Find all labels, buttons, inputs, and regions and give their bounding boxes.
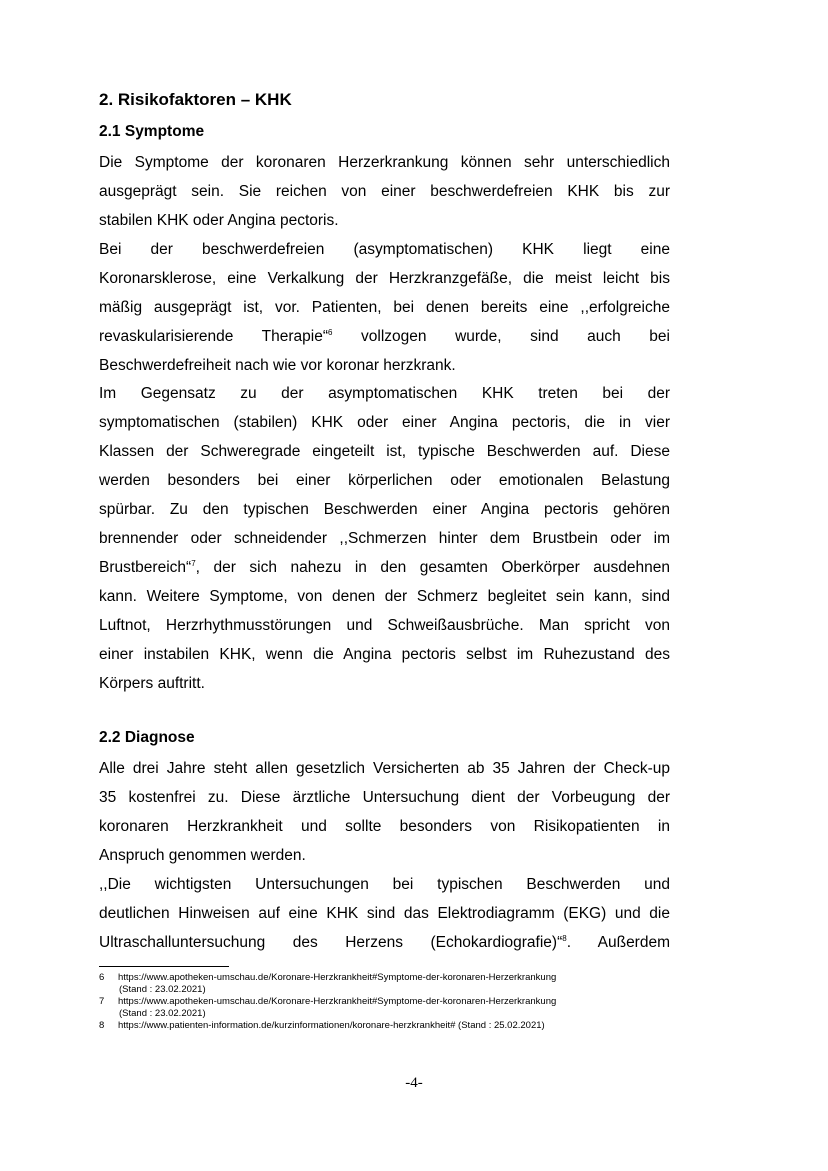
text-line: mäßig ausgeprägt ist, vor. Patienten, bei denen bereits eine ,,erfolgreiche <box>99 299 670 316</box>
paragraph-symptome-intro <box>99 148 670 235</box>
text-line: 35 kostenfrei zu. Diese ärztliche Untersuchung dient der Vorbeugung der <box>99 789 670 806</box>
text-line: koronaren Herzkrankheit und sollte besonders von Risikopatienten in <box>99 818 670 835</box>
section-heading-symptome: 2.1 Symptome <box>99 123 205 140</box>
text-line <box>99 553 670 582</box>
text-fragment: . Außerdem <box>566 934 670 951</box>
paragraph-beschwerdefrei <box>99 235 670 380</box>
text-fragment: vollzogen wurde, sind auch bei <box>332 328 670 345</box>
text-line: Bei der beschwerdefreien (asymptomatischen) KHK liegt eine <box>99 241 670 258</box>
section-heading-diagnose: 2.2 Diagnose <box>99 729 195 746</box>
footnote-date: (Stand : 23.02.2021) <box>119 1008 206 1019</box>
footnotes <box>99 972 670 1032</box>
footnote-number: 8 <box>99 1020 105 1031</box>
text-fragment: , der sich nahezu in den gesamten Oberkörper ausdehnen <box>195 559 670 576</box>
footnote-url: https://www.apotheken-umschau.de/Koronare-Herzkrankheit#Symptome-der-koronaren-Herzerkrankung <box>118 996 557 1007</box>
footnote-separator <box>99 966 229 967</box>
text-line: Koronarsklerose, eine Verkalkung der Herzkranzgefäße, die meist leicht bis <box>99 270 670 287</box>
text-line: deutlichen Hinweisen auf eine KHK sind das Elektrodiagramm (EKG) und die <box>99 905 670 922</box>
text-line: ,,Die wichtigsten Untersuchungen bei typischen Beschwerden und <box>99 876 670 893</box>
footnote-date: (Stand : 23.02.2021) <box>119 984 206 995</box>
text-line: ausgeprägt sein. Sie reichen von einer beschwerdefreien KHK bis zur <box>99 183 670 200</box>
text-fragment: Ultraschalluntersuchung des Herzens (Echokardiografie)“ <box>99 934 563 951</box>
text-line: stabilen KHK oder Angina pectoris. <box>99 212 339 229</box>
footnote-item <box>99 972 670 996</box>
paragraph-check-up <box>99 754 670 870</box>
page-number: -4- <box>405 1075 423 1091</box>
footnote-url: https://www.patienten-information.de/kurzinformationen/koronare-herzkrankheit# (Stand : 25.02.2021) <box>118 1020 545 1031</box>
footnote-ref-8: 8 <box>562 934 567 943</box>
text-line: einer instabilen KHK, wenn die Angina pectoris selbst im Ruhezustand des <box>99 646 670 663</box>
text-fragment: revaskularisierende Therapie“ <box>99 328 329 345</box>
text-line: Die Symptome der koronaren Herzerkrankung können sehr unterschiedlich <box>99 154 670 171</box>
text-line <box>99 322 670 351</box>
text-line: brennender oder schneidender ,,Schmerzen hinter dem Brustbein oder im <box>99 530 670 547</box>
footnote-item <box>99 996 670 1020</box>
paragraph-symptomatisch <box>99 379 670 698</box>
text-line: Anspruch genommen werden. <box>99 847 306 864</box>
text-line: Luftnot, Herzrhythmusstörungen und Schweißausbrüche. Man spricht von <box>99 617 670 634</box>
footnote-ref-7: 7 <box>191 559 196 568</box>
footnote-item <box>99 1020 670 1032</box>
footnote-number: 6 <box>99 972 105 983</box>
text-line: werden besonders bei einer körperlichen oder emotionalen Belastung <box>99 472 670 489</box>
text-line: Alle drei Jahre steht allen gesetzlich Versicherten ab 35 Jahren der Check-up <box>99 760 670 777</box>
footnote-number: 7 <box>99 996 105 1007</box>
text-line: Im Gegensatz zu der asymptomatischen KHK treten bei der <box>99 385 670 402</box>
text-line: Körpers auftritt. <box>99 675 205 692</box>
text-line: symptomatischen (stabilen) KHK oder einer Angina pectoris, die in vier <box>99 414 670 431</box>
text-line <box>99 928 670 957</box>
footnote-url: https://www.apotheken-umschau.de/Koronare-Herzkrankheit#Symptome-der-koronaren-Herzerkrankung <box>118 972 557 983</box>
footnote-ref-6: 6 <box>328 328 333 337</box>
text-line: Beschwerdefreiheit nach wie vor koronar herzkrank. <box>99 357 456 374</box>
paragraph-untersuchungen <box>99 870 670 957</box>
text-fragment: Brustbereich“ <box>99 559 192 576</box>
text-line: Klassen der Schweregrade eingeteilt ist, typische Beschwerden auf. Diese <box>99 443 670 460</box>
text-line: kann. Weitere Symptome, von denen der Schmerz begleitet sein kann, sind <box>99 588 670 605</box>
chapter-heading: 2. Risikofaktoren – KHK <box>99 90 292 109</box>
text-line: spürbar. Zu den typischen Beschwerden einer Angina pectoris gehören <box>99 501 670 518</box>
